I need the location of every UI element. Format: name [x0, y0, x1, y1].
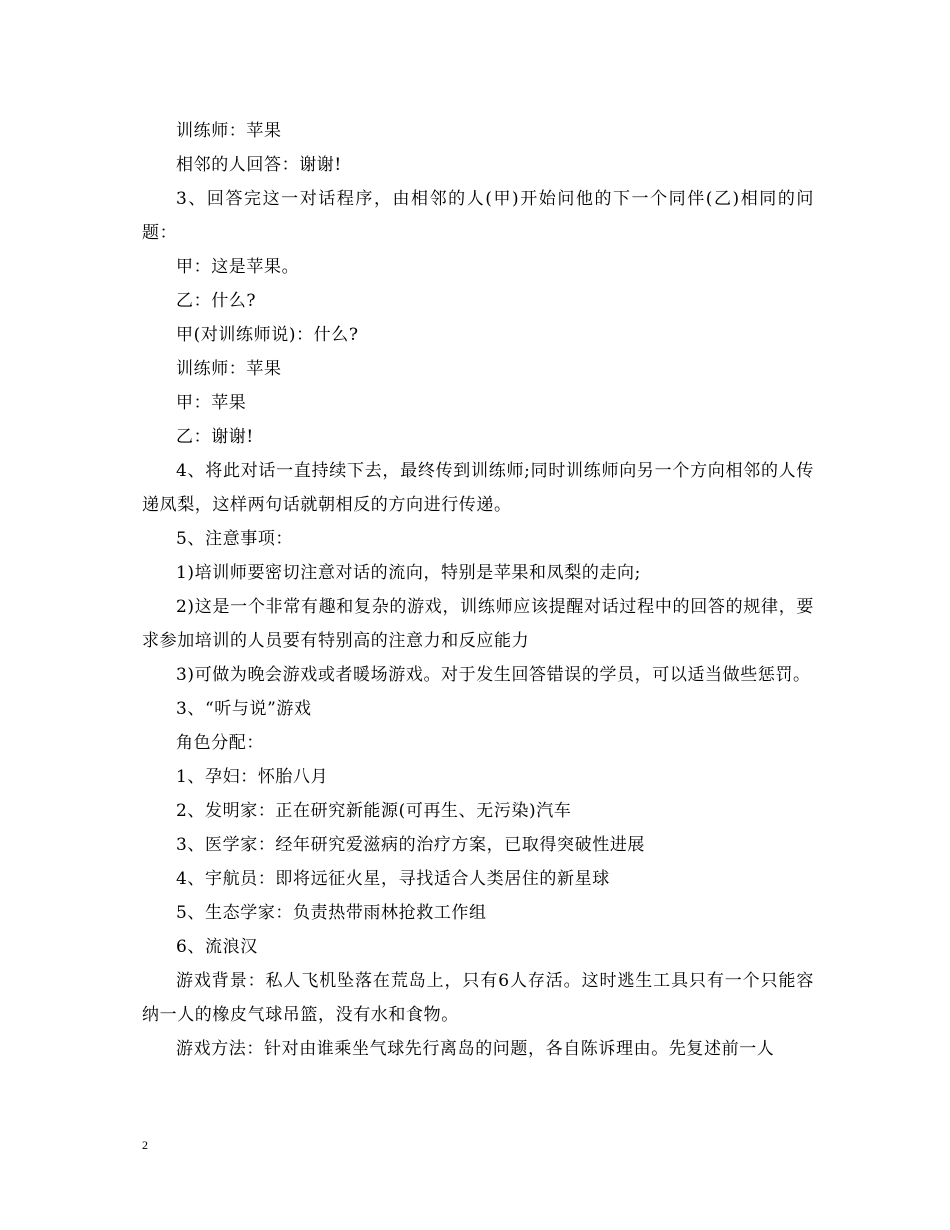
paragraph: 游戏方法：针对由谁乘坐气球先行离岛的问题，各自陈诉理由。先复述前一人	[176, 1039, 775, 1059]
paragraph: 游戏背景：私人飞机坠落在荒岛上，只有6人存活。这时逃生工具只有一个只能容纳一人的橡皮气球吊篮，没有水和食物。	[142, 971, 814, 1025]
paragraph: 3)可做为晚会游戏或者暖场游戏。对于发生回答错误的学员，可以适当做些惩罚。	[176, 665, 811, 685]
document-body	[142, 114, 814, 1066]
paragraph: 2)这是一个非常有趣和复杂的游戏，训练师应该提醒对话过程中的回答的规律，要求参加培训的人员要有特别高的注意力和反应能力	[142, 597, 814, 651]
paragraph: 5、生态学家：负责热带雨林抢救工作组	[176, 903, 487, 923]
paragraph: 4、宇航员：即将远征火星，寻找适合人类居住的新星球	[176, 869, 610, 889]
paragraph: 训练师：苹果	[176, 359, 282, 379]
paragraph: 相邻的人回答：谢谢!	[176, 155, 342, 175]
paragraph: 5、注意事项：	[176, 529, 294, 549]
paragraph: 1)培训师要密切注意对话的流向，特别是苹果和凤梨的走向;	[176, 563, 641, 583]
paragraph: 3、医学家：经年研究爱滋病的治疗方案，已取得突破性进展	[176, 835, 646, 855]
paragraph: 角色分配：	[176, 733, 264, 753]
paragraph: 3、“听与说”游戏	[176, 699, 312, 719]
paragraph: 6、流浪汉	[176, 937, 258, 957]
paragraph: 甲：苹果	[176, 393, 247, 413]
paragraph: 乙：什么?	[176, 291, 257, 311]
paragraph: 3、回答完这一对话程序，由相邻的人(甲)开始问他的下一个同伴(乙)相同的问题：	[142, 189, 814, 243]
paragraph: 4、将此对话一直持续下去，最终传到训练师;同时训练师向另一个方向相邻的人传递凤梨，这样两句话就朝相反的方向进行传递。	[142, 461, 814, 515]
paragraph: 训练师：苹果	[176, 121, 282, 141]
paragraph: 1、孕妇：怀胎八月	[176, 767, 329, 787]
page-number: 2	[142, 1138, 148, 1152]
paragraph: 甲：这是苹果。	[176, 257, 300, 277]
paragraph: 甲(对训练师说)：什么?	[176, 325, 359, 345]
paragraph: 乙：谢谢!	[176, 427, 254, 447]
paragraph: 2、发明家：正在研究新能源(可再生、无污染)汽车	[176, 801, 572, 821]
